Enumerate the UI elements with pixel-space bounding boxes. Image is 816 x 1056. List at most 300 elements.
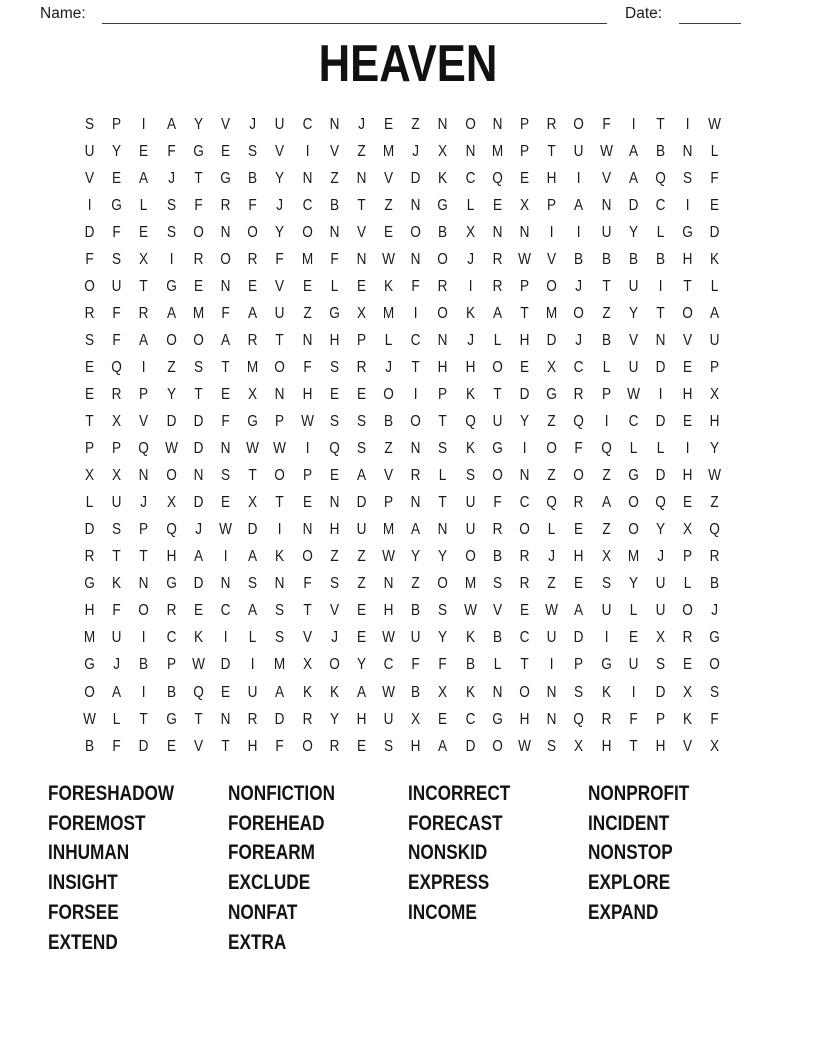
grid-cell: W xyxy=(518,250,532,268)
grid-cell: S xyxy=(547,737,557,755)
grid-cell: I xyxy=(278,521,282,539)
grid-cell: H xyxy=(601,737,612,755)
grid-cell: Z xyxy=(601,304,611,322)
grid-cell: U xyxy=(546,629,557,647)
grid-cell: D xyxy=(274,710,285,728)
grid-cell: T xyxy=(221,737,230,755)
grid-cell: M xyxy=(274,656,286,674)
grid-cell: C xyxy=(465,169,476,187)
grid-cell: W xyxy=(273,440,287,458)
grid-cell: H xyxy=(682,467,693,485)
grid-cell: H xyxy=(84,602,95,620)
grid-cell: N xyxy=(492,223,503,241)
grid-cell: T xyxy=(520,656,529,674)
grid-cell: N xyxy=(274,575,285,593)
grid-cell: E xyxy=(302,277,312,295)
grid-cell: L xyxy=(85,494,94,512)
grid-cell: O xyxy=(492,358,503,376)
grid-cell: D xyxy=(519,385,530,403)
grid-cell: P xyxy=(601,385,611,403)
grid-cell: U xyxy=(655,602,666,620)
grid-cell: L xyxy=(493,331,502,349)
grid-cell: N xyxy=(492,115,503,133)
grid-cell: A xyxy=(574,196,584,214)
grid-cell: C xyxy=(519,629,530,647)
grid-cell: O xyxy=(628,494,639,512)
word-item: NONFICTION xyxy=(228,781,336,805)
grid-cell: D xyxy=(655,467,666,485)
grid-cell: E xyxy=(193,277,203,295)
grid-cell: E xyxy=(220,683,231,701)
grid-cell: H xyxy=(519,331,530,349)
grid-cell: L xyxy=(602,358,610,376)
grid-cell: H xyxy=(682,250,693,268)
grid-cell: U xyxy=(628,358,639,376)
grid-cell: U xyxy=(274,304,285,322)
grid-cell: O xyxy=(464,548,476,566)
grid-cell: A xyxy=(193,548,203,566)
grid-cell: S xyxy=(329,575,339,593)
grid-cell: I xyxy=(658,277,663,295)
grid-cell: Y xyxy=(356,656,366,674)
grid-cell: R xyxy=(410,467,421,485)
grid-cell: U xyxy=(111,277,122,295)
grid-cell: J xyxy=(385,358,393,376)
grid-cell: X xyxy=(411,710,421,728)
grid-cell: O xyxy=(328,656,340,674)
grid-cell: E xyxy=(683,656,693,674)
grid-cell: U xyxy=(465,521,476,539)
grid-cell: T xyxy=(411,358,421,376)
grid-cell: F xyxy=(85,250,94,268)
grid-cell: H xyxy=(465,358,476,376)
grid-cell: A xyxy=(492,304,502,322)
grid-cell: C xyxy=(410,331,421,349)
grid-cell: E xyxy=(356,277,366,295)
grid-cell: N xyxy=(410,250,421,268)
grid-cell: E xyxy=(220,494,231,512)
grid-cell: M xyxy=(301,250,313,268)
grid-cell: L xyxy=(656,440,665,458)
grid-cell: L xyxy=(493,656,502,674)
grid-cell: O xyxy=(165,331,177,349)
word-item: NONSKID xyxy=(408,840,488,865)
grid-cell: P xyxy=(683,548,693,566)
grid-cell: F xyxy=(275,737,285,755)
grid-cell: D xyxy=(139,737,149,755)
grid-cell: E xyxy=(683,413,693,431)
grid-cell: N xyxy=(356,169,367,187)
grid-cell: T xyxy=(221,358,230,376)
word-item: FOREMOST xyxy=(48,810,146,835)
grid-cell: R xyxy=(247,250,258,268)
grid-cell: F xyxy=(248,196,257,214)
grid-cell: D xyxy=(193,440,204,458)
word-item: EXPAND xyxy=(588,899,659,924)
grid-cell: Z xyxy=(330,548,339,566)
grid-cell: I xyxy=(305,440,309,458)
grid-cell: R xyxy=(220,196,231,214)
grid-cell: F xyxy=(601,115,611,133)
grid-cell: P xyxy=(710,358,720,376)
grid-cell: J xyxy=(249,115,257,133)
grid-cell: N xyxy=(356,250,367,268)
grid-cell: D xyxy=(84,521,95,539)
grid-cell: X xyxy=(465,223,475,241)
grid-cell: T xyxy=(112,548,121,566)
grid-cell: F xyxy=(330,250,339,268)
grid-cell: B xyxy=(411,683,421,701)
grid-cell: I xyxy=(169,250,174,268)
grid-cell: U xyxy=(111,629,122,647)
grid-cell: S xyxy=(574,683,584,701)
word-bank xyxy=(48,779,768,957)
grid-cell: X xyxy=(112,413,122,431)
grid-cell: Y xyxy=(112,142,122,160)
grid-cell: S xyxy=(85,331,95,349)
grid-cell: C xyxy=(220,602,231,620)
grid-cell: R xyxy=(193,250,204,268)
grid-cell: B xyxy=(438,223,448,241)
grid-cell: P xyxy=(356,331,366,349)
grid-cell: J xyxy=(466,250,474,268)
grid-cell: N xyxy=(220,223,231,241)
grid-cell: X xyxy=(438,142,448,160)
grid-cell: C xyxy=(574,358,584,376)
grid-cell: X xyxy=(248,494,258,512)
grid-cell: I xyxy=(604,413,609,431)
grid-cell: Z xyxy=(330,169,339,187)
grid-cell: S xyxy=(85,115,95,133)
grid-cell: O xyxy=(274,467,286,485)
grid-cell: Y xyxy=(520,413,530,431)
grid-cell: N xyxy=(438,521,448,539)
grid-cell: M xyxy=(382,521,395,539)
grid-cell: N xyxy=(546,710,557,728)
grid-cell: F xyxy=(411,277,421,295)
grid-cell: Q xyxy=(193,683,204,701)
grid-cell: O xyxy=(274,358,286,376)
grid-cell: T xyxy=(547,142,556,160)
grid-cell: P xyxy=(302,467,312,485)
grid-cell: X xyxy=(547,358,557,376)
grid-cell: I xyxy=(142,629,146,647)
grid-cell: B xyxy=(166,683,176,701)
grid-cell: W xyxy=(219,521,232,539)
grid-cell: S xyxy=(166,223,176,241)
grid-cell: M xyxy=(83,629,96,647)
grid-cell: L xyxy=(547,521,556,539)
grid-cell: H xyxy=(438,358,448,376)
grid-cell: J xyxy=(657,548,664,566)
grid-cell: N xyxy=(546,683,557,701)
grid-cell: Y xyxy=(193,115,203,133)
grid-cell: Y xyxy=(628,575,638,593)
grid-cell: U xyxy=(574,142,584,160)
grid-cell: Y xyxy=(329,710,339,728)
grid-cell: I xyxy=(577,223,581,241)
grid-cell: F xyxy=(574,440,584,458)
grid-cell: Z xyxy=(411,115,421,133)
grid-cell: C xyxy=(465,710,476,728)
grid-cell: L xyxy=(656,223,665,241)
grid-cell: A xyxy=(356,683,366,701)
grid-cell: Q xyxy=(138,440,150,458)
grid-cell: Z xyxy=(357,142,366,160)
grid-cell: Q xyxy=(600,440,612,458)
grid-cell: F xyxy=(112,602,121,620)
grid-cell: L xyxy=(112,710,121,728)
grid-cell: W xyxy=(708,115,722,133)
grid-cell: I xyxy=(685,196,690,214)
grid-cell: I xyxy=(577,169,581,187)
grid-cell: N xyxy=(302,331,313,349)
grid-cell: N xyxy=(302,169,313,187)
grid-cell: R xyxy=(574,385,584,403)
grid-cell: Q xyxy=(492,169,503,187)
grid-cell: A xyxy=(438,737,448,755)
grid-cell: P xyxy=(520,115,530,133)
grid-cell: E xyxy=(139,223,149,241)
grid-cell: I xyxy=(413,304,418,322)
grid-cell: T xyxy=(601,277,611,295)
grid-cell: S xyxy=(329,413,339,431)
grid-cell: S xyxy=(655,656,666,674)
grid-cell: D xyxy=(220,656,231,674)
grid-cell: O xyxy=(301,737,313,755)
grid-cell: Y xyxy=(438,629,448,647)
grid-cell: J xyxy=(711,602,719,620)
grid-cell: M xyxy=(247,358,259,376)
grid-cell: O xyxy=(573,304,585,322)
grid-cell: T xyxy=(656,304,665,322)
grid-cell: E xyxy=(166,737,176,755)
grid-cell: V xyxy=(139,413,149,431)
grid-cell: W xyxy=(382,629,396,647)
grid-cell: P xyxy=(166,656,176,674)
grid-cell: O xyxy=(165,467,177,485)
grid-cell: O xyxy=(247,223,259,241)
grid-cell: N xyxy=(410,196,421,214)
grid-cell: F xyxy=(302,358,312,376)
grid-cell: X xyxy=(520,196,530,214)
grid-cell: I xyxy=(549,656,554,674)
grid-cell: J xyxy=(575,277,583,295)
grid-cell: F xyxy=(710,169,720,187)
grid-cell: K xyxy=(683,710,693,728)
grid-cell: O xyxy=(492,737,503,755)
grid-cell: M xyxy=(627,548,640,566)
grid-cell: O xyxy=(519,521,530,539)
grid-cell: J xyxy=(113,656,121,674)
grid-cell: H xyxy=(682,385,693,403)
word-item: INHUMAN xyxy=(48,840,130,865)
grid-cell: I xyxy=(658,385,663,403)
grid-cell: H xyxy=(410,737,421,755)
grid-cell: S xyxy=(220,467,231,485)
grid-cell: W xyxy=(463,602,477,620)
grid-cell: B xyxy=(329,196,339,214)
grid-cell: D xyxy=(193,575,204,593)
grid-cell: F xyxy=(411,656,421,674)
grid-cell: T xyxy=(302,602,312,620)
grid-cell: P xyxy=(112,115,122,133)
date-blank-line xyxy=(679,23,741,24)
grid-cell: U xyxy=(356,521,367,539)
grid-cell: S xyxy=(193,358,203,376)
grid-cell: C xyxy=(166,629,177,647)
grid-cell: T xyxy=(194,169,203,187)
word-bank-column xyxy=(408,779,588,957)
grid-cell: V xyxy=(492,602,502,620)
grid-cell: Q xyxy=(573,710,585,728)
grid-cell: R xyxy=(84,548,95,566)
grid-cell: R xyxy=(139,304,149,322)
grid-cell: A xyxy=(356,467,366,485)
grid-cell: I xyxy=(87,196,92,214)
grid-cell: G xyxy=(492,440,503,458)
word-bank-column xyxy=(588,779,768,957)
grid-cell: E xyxy=(220,142,231,160)
grid-cell: D xyxy=(574,629,584,647)
grid-cell: E xyxy=(520,602,530,620)
grid-cell: N xyxy=(220,440,231,458)
grid-cell: F xyxy=(166,142,176,160)
grid-cell: I xyxy=(685,440,690,458)
grid-cell: H xyxy=(709,413,720,431)
grid-cell: H xyxy=(546,169,557,187)
grid-cell: T xyxy=(357,196,366,214)
grid-cell: E xyxy=(683,494,693,512)
grid-cell: D xyxy=(193,494,204,512)
grid-cell: P xyxy=(85,440,95,458)
grid-cell: S xyxy=(275,602,285,620)
grid-cell: G xyxy=(546,385,558,403)
grid-cell: F xyxy=(493,494,502,512)
grid-cell: G xyxy=(84,656,95,674)
grid-cell: R xyxy=(492,521,503,539)
grid-cell: U xyxy=(601,602,612,620)
grid-cell: N xyxy=(655,331,666,349)
grid-cell: N xyxy=(329,223,340,241)
grid-cell: Q xyxy=(573,413,585,431)
grid-cell: H xyxy=(166,548,177,566)
grid-cell: K xyxy=(329,683,339,701)
word-bank-column xyxy=(48,779,228,957)
grid-cell: V xyxy=(601,169,611,187)
grid-cell: O xyxy=(709,656,721,674)
grid-cell: E xyxy=(329,385,339,403)
grid-cell: T xyxy=(275,494,285,512)
grid-cell: O xyxy=(519,683,530,701)
grid-cell: T xyxy=(139,548,149,566)
grid-cell: D xyxy=(628,196,639,214)
grid-cell: L xyxy=(330,277,339,295)
grid-cell: R xyxy=(247,710,258,728)
grid-cell: U xyxy=(84,142,95,160)
grid-cell: V xyxy=(683,331,693,349)
grid-cell: K xyxy=(465,385,475,403)
grid-cell: R xyxy=(356,358,367,376)
word-item: EXTRA xyxy=(228,929,287,954)
grid-cell: I xyxy=(631,683,636,701)
grid-cell: V xyxy=(275,142,285,160)
word-item: FOREHEAD xyxy=(228,810,325,835)
grid-cell: T xyxy=(139,710,149,728)
grid-cell: Z xyxy=(601,521,611,539)
grid-cell: S xyxy=(683,169,693,187)
grid-cell: F xyxy=(710,710,720,728)
grid-cell: A xyxy=(248,304,258,322)
grid-cell: W xyxy=(164,440,178,458)
grid-cell: H xyxy=(329,521,340,539)
grid-cell: N xyxy=(519,223,530,241)
grid-cell: Q xyxy=(328,440,340,458)
puzzle-title: HEAVEN xyxy=(318,35,498,93)
grid-cell: Z xyxy=(357,548,366,566)
grid-cell: Q xyxy=(464,413,476,431)
grid-cell: O xyxy=(464,115,476,133)
grid-cell: O xyxy=(546,440,558,458)
word-item: INSIGHT xyxy=(48,870,118,895)
grid-cell: Z xyxy=(166,358,176,376)
grid-cell: D xyxy=(655,358,666,376)
grid-cell: M xyxy=(491,142,504,160)
grid-cell: Y xyxy=(655,521,666,539)
grid-cell: J xyxy=(140,494,148,512)
grid-cell: O xyxy=(573,467,585,485)
grid-cell: F xyxy=(112,304,121,322)
grid-cell: W xyxy=(708,467,722,485)
grid-cell: Y xyxy=(275,223,285,241)
grid-cell: F xyxy=(629,710,638,728)
grid-cell: B xyxy=(628,250,638,268)
grid-cell: S xyxy=(356,440,366,458)
grid-cell: E xyxy=(139,142,149,160)
grid-cell: O xyxy=(138,602,150,620)
grid-cell: V xyxy=(275,277,285,295)
grid-cell: U xyxy=(465,494,476,512)
grid-cell: P xyxy=(520,277,530,295)
grid-cell: N xyxy=(274,385,285,403)
grid-cell: E xyxy=(710,196,720,214)
grid-cell: M xyxy=(382,142,395,160)
grid-cell: G xyxy=(709,629,721,647)
grid-cell: B xyxy=(655,250,666,268)
grid-cell: J xyxy=(466,331,474,349)
grid-cell: N xyxy=(601,196,612,214)
grid-cell: R xyxy=(492,277,503,295)
grid-cell: I xyxy=(685,115,690,133)
grid-cell: O xyxy=(437,575,449,593)
grid-cell: D xyxy=(655,413,666,431)
grid-cell: R xyxy=(601,710,612,728)
grid-cell: A xyxy=(166,115,176,133)
grid-cell: A xyxy=(112,683,122,701)
word-item: EXPLORE xyxy=(588,870,671,895)
grid-cell: T xyxy=(275,331,285,349)
grid-cell: R xyxy=(519,548,530,566)
grid-cell: D xyxy=(655,683,666,701)
grid-cell: I xyxy=(142,115,146,133)
grid-cell: X xyxy=(166,494,176,512)
grid-cell: O xyxy=(682,304,694,322)
grid-cell: R xyxy=(111,385,122,403)
grid-cell: O xyxy=(492,467,503,485)
grid-cell: S xyxy=(112,521,122,539)
grid-cell: O xyxy=(437,304,449,322)
date-label: Date: xyxy=(625,5,663,22)
